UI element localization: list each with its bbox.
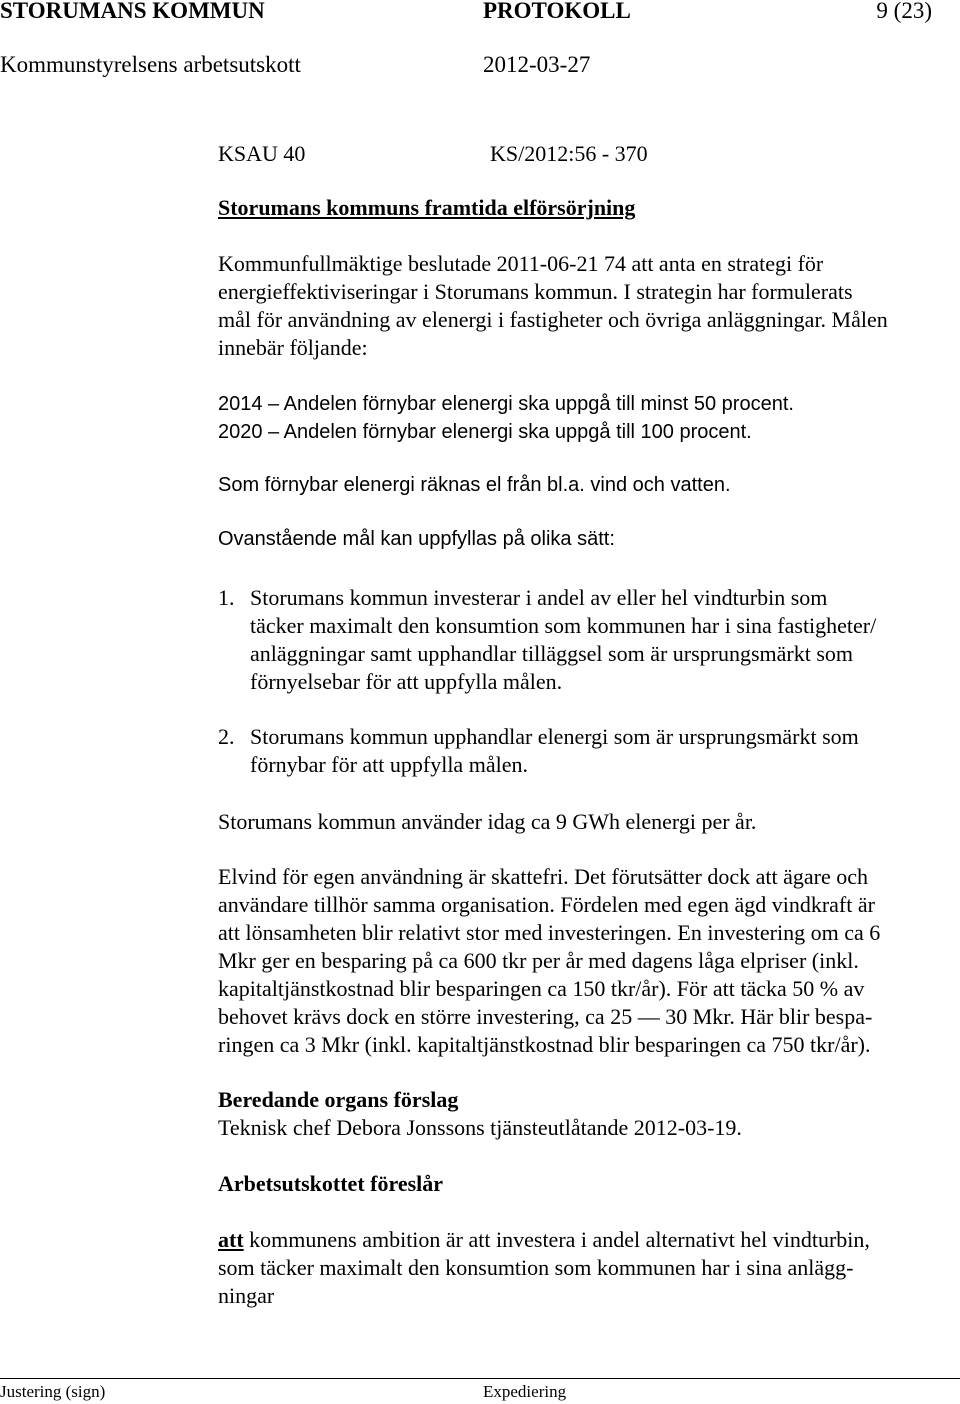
ways-heading: Ovanstående mål kan uppfyllas på olika sätt: (218, 528, 615, 550)
decision-line (218, 1226, 938, 1254)
goals-list (218, 390, 938, 446)
way-line: Storumans kommun investerar i andel av eller hel vindturbin som (250, 585, 828, 610)
decision-line-text: kommunens ambition är att investera i andel alternativt hel vindturbin, (243, 1227, 870, 1252)
case-dnr: KS/2012:56 - 370 (490, 141, 648, 166)
att-keyword: att (218, 1227, 244, 1252)
way-number: 2. (218, 724, 235, 749)
decision-paragraph (218, 1226, 938, 1310)
intro-line: Kommunfullmäktige beslutade 2011-06-21 74 att anta en strategi för (218, 251, 824, 276)
wind-line: Elvind för egen användning är skattefri. Det förutsätter dock att ägare och (218, 864, 868, 889)
way-line: anläggningar samt upphandlar tilläggsel som är ursprungsmärkt som (250, 641, 854, 666)
way-item-1 (218, 584, 938, 700)
decision-line: ningar (218, 1283, 275, 1308)
header-doc-type: PROTOKOLL (483, 0, 631, 23)
decision-heading: Arbetsutskottet föreslår (218, 1171, 444, 1196)
usage-text: Storumans kommun använder idag ca 9 GWh elenergi per år. (218, 809, 757, 834)
header-committee: Kommunstyrelsens arbetsutskott (0, 52, 301, 77)
case-title: Storumans kommuns framtida elförsörjning (218, 195, 636, 220)
header-date: 2012-03-27 (483, 52, 591, 77)
goal-item: 2020 – Andelen förnybar elenergi ska uppgå till 100 procent. (218, 421, 752, 443)
intro-paragraph (218, 250, 938, 362)
way-item-2 (218, 723, 938, 781)
wind-line: Mkr ger en besparing på ca 600 tkr per år med dagens låga elpriser (inkl. (218, 948, 859, 973)
footer-divider (0, 1378, 960, 1379)
footer-expediering: Expediering (483, 1382, 567, 1401)
case-number: KSAU 40 (218, 141, 306, 166)
wind-line: behovet krävs dock en större investering, ca 25 — 30 Mkr. Här blir bespa- (218, 1004, 873, 1029)
way-number: 1. (218, 585, 235, 610)
proposal-heading: Beredande organs förslag (218, 1087, 459, 1112)
way-line: täcker maximalt den konsumtion som kommunen har i sina fastigheter/ (250, 613, 877, 638)
goal-item: 2014 – Andelen förnybar elenergi ska uppgå till minst 50 procent. (218, 393, 794, 415)
intro-line: innebär följande: (218, 335, 368, 360)
way-line: Storumans kommun upphandlar elenergi som är ursprungsmärkt som (250, 724, 859, 749)
proposal-text: Teknisk chef Debora Jonssons tjänsteutlåtande 2012-03-19. (218, 1115, 742, 1140)
intro-line: energieffektiviseringar i Storumans kommun. I strategin har formulerats (218, 279, 853, 304)
renewable-note: Som förnybar elenergi räknas el från bl.a. vind och vatten. (218, 474, 731, 496)
wind-line: kapitaltjänstkostnad blir besparingen ca 150 tkr/år). För att täcka 50 % av (218, 976, 865, 1001)
wind-line: att lönsamheten blir relativt stor med investeringen. En investering om ca 6 (218, 920, 881, 945)
header-page-number: 9 (23) (876, 0, 932, 23)
footer-justering: Justering (sign) (0, 1382, 106, 1401)
wind-line: användare tillhör samma organisation. Fördelen med egen ägd vindkraft är (218, 892, 875, 917)
wind-paragraph (218, 863, 938, 1059)
decision-line: som täcker maximalt den konsumtion som kommunen har i sina anlägg- (218, 1255, 854, 1280)
intro-line: mål för användning av elenergi i fastigheter och övriga anläggningar. Målen (218, 307, 888, 332)
way-line: förnyelsebar för att uppfylla målen. (250, 669, 563, 694)
header-org: STORUMANS KOMMUN (0, 0, 265, 23)
wind-line: ringen ca 3 Mkr (inkl. kapitaltjänstkostnad blir besparingen ca 750 tkr/år). (218, 1032, 871, 1057)
way-line: förnybar för att uppfylla målen. (250, 752, 528, 777)
